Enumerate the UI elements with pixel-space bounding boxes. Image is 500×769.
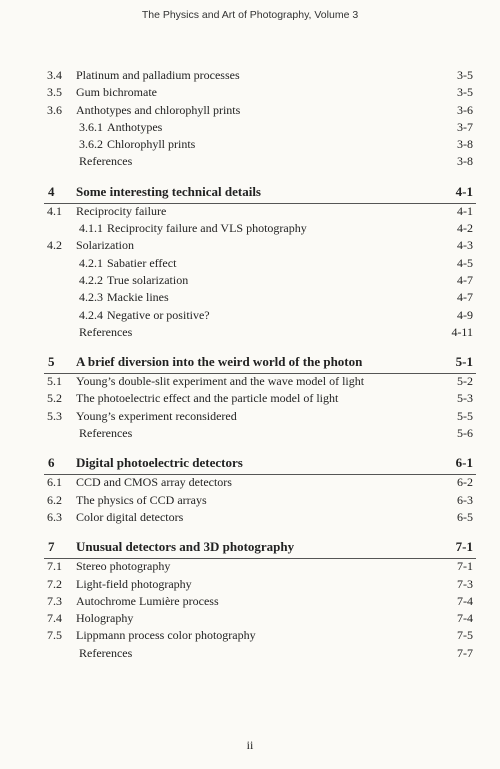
running-header: The Physics and Art of Photography, Volume 3 <box>141 9 359 21</box>
entry-page: 3-8 <box>457 154 473 169</box>
entry-page: 7-4 <box>457 611 473 626</box>
chapter-number: 7 <box>48 539 55 555</box>
entry-title: Negative or positive? <box>107 307 210 322</box>
entry-title: Solarization <box>76 238 134 253</box>
entry-page: 6-5 <box>457 509 473 524</box>
entry-number: 3.6.1 <box>79 119 103 134</box>
section-entry <box>0 474 500 491</box>
entry-title: Autochrome Lumière process <box>76 593 219 608</box>
entry-title: Light-field photography <box>76 576 192 591</box>
section-entry <box>0 408 500 425</box>
subsection-entry <box>0 220 500 237</box>
section-entry <box>0 509 500 526</box>
entry-number: 7.4 <box>47 611 62 626</box>
section-entry <box>0 390 500 407</box>
entry-page: 4-9 <box>457 307 473 322</box>
entry-title: References <box>79 324 133 339</box>
chapter-page: 4-1 <box>455 183 473 199</box>
entry-number: 3.6 <box>47 102 62 117</box>
entry-title: Reciprocity failure and VLS photography <box>107 221 307 236</box>
entry-number: 4.2.2 <box>79 272 103 287</box>
entry-title: Young’s experiment reconsidered <box>76 408 237 423</box>
entry-number: 3.6.2 <box>79 137 103 152</box>
entry-page: 7-5 <box>457 628 473 643</box>
entry-number: 7.1 <box>47 559 62 574</box>
entry-number: 3.4 <box>47 68 62 82</box>
entry-number: 6.1 <box>47 475 62 490</box>
entry-title: Holography <box>76 611 134 626</box>
chapter-title: Some interesting technical details <box>76 183 261 199</box>
entry-page: 4-2 <box>457 221 473 236</box>
entry-page: 6-2 <box>457 475 473 490</box>
references-entry <box>0 425 500 442</box>
chapter-page: 6-1 <box>455 455 473 471</box>
entry-number: 7.3 <box>47 593 62 608</box>
entry-page: 5-3 <box>457 391 473 406</box>
references-entry <box>0 324 500 341</box>
chapter-number: 4 <box>48 183 55 199</box>
chapter-heading <box>0 536 500 558</box>
chapter-heading <box>0 351 500 373</box>
section-entry <box>0 203 500 220</box>
entry-title: Stereo photography <box>76 559 171 574</box>
entry-title: Mackie lines <box>107 290 169 305</box>
entry-title: The photoelectric effect and the particle model of light <box>76 391 339 406</box>
entry-title: True solarization <box>107 272 189 287</box>
entry-number: 6.3 <box>47 509 62 524</box>
entry-title: Anthotypes and chlorophyll prints <box>76 102 241 117</box>
entry-title: The physics of CCD arrays <box>76 492 207 507</box>
entry-number: 4.2.3 <box>79 290 103 305</box>
entry-page: 7-3 <box>457 576 473 591</box>
subsection-entry <box>0 255 500 272</box>
entry-number: 4.2.1 <box>79 255 103 270</box>
entry-page: 5-2 <box>457 374 473 389</box>
entry-title: Anthotypes <box>107 119 163 134</box>
entry-page: 3-6 <box>457 102 473 117</box>
entry-title: References <box>79 645 133 660</box>
entry-page: 5-5 <box>457 408 473 423</box>
chapter-page: 7-1 <box>455 539 473 555</box>
entry-title: References <box>79 154 133 169</box>
entry-title: CCD and CMOS array detectors <box>76 475 232 490</box>
chapter-number: 6 <box>48 455 55 471</box>
chapter-page: 5-1 <box>455 354 473 370</box>
subsection-entry <box>0 272 500 289</box>
section-entry <box>0 593 500 610</box>
entry-number: 6.2 <box>47 492 62 507</box>
section-entry <box>0 84 500 101</box>
entry-number: 7.5 <box>47 628 62 643</box>
entry-number: 3.5 <box>47 85 62 100</box>
section-entry <box>0 627 500 644</box>
entry-number: 5.3 <box>47 408 62 423</box>
chapter-title: Unusual detectors and 3D photography <box>76 539 295 555</box>
entry-number: 5.2 <box>47 391 62 406</box>
entry-title: Lippmann process color photography <box>76 628 256 643</box>
entry-page: 7-7 <box>457 645 473 660</box>
entry-page: 3-5 <box>457 85 473 100</box>
section-entry <box>0 576 500 593</box>
entry-number: 4.1 <box>47 203 62 218</box>
entry-page: 6-3 <box>457 492 473 507</box>
entry-title: References <box>79 426 133 441</box>
page-number: ii <box>246 738 254 752</box>
entry-page: 4-11 <box>451 324 473 339</box>
section-entry <box>0 610 500 627</box>
section-entry <box>0 558 500 575</box>
entry-title: Sabatier effect <box>107 255 177 270</box>
entry-page: 4-7 <box>457 290 473 305</box>
table-of-contents <box>0 67 500 662</box>
entry-number: 4.1.1 <box>79 221 103 236</box>
entry-title: Reciprocity failure <box>76 203 167 218</box>
section-entry <box>0 237 500 254</box>
subsection-entry <box>0 119 500 136</box>
section-entry <box>0 102 500 119</box>
subsection-entry <box>0 307 500 324</box>
chapter-number: 5 <box>48 354 55 370</box>
entry-title: Chlorophyll prints <box>107 137 196 152</box>
entry-title: Platinum and palladium processes <box>76 68 240 82</box>
section-entry <box>0 67 500 84</box>
subsection-entry <box>0 136 500 153</box>
entry-title: Young’s double-slit experiment and the wave model of light <box>76 374 365 389</box>
entry-title: Color digital detectors <box>76 509 184 524</box>
entry-page: 7-1 <box>457 559 473 574</box>
entry-number: 4.2.4 <box>79 307 103 322</box>
chapter-title: A brief diversion into the weird world of the photon <box>76 354 363 370</box>
entry-page: 4-7 <box>457 272 473 287</box>
subsection-entry <box>0 289 500 306</box>
references-entry <box>0 153 500 170</box>
entry-page: 3-7 <box>457 119 473 134</box>
entry-page: 4-5 <box>457 255 473 270</box>
section-entry <box>0 492 500 509</box>
references-entry <box>0 645 500 662</box>
entry-number: 7.2 <box>47 576 62 591</box>
chapter-heading <box>0 181 500 203</box>
entry-title: Gum bichromate <box>76 85 157 100</box>
entry-page: 4-3 <box>457 238 473 253</box>
entry-page: 5-6 <box>457 426 473 441</box>
entry-number: 5.1 <box>47 374 62 389</box>
entry-page: 4-1 <box>457 203 473 218</box>
entry-page: 3-5 <box>457 68 473 82</box>
entry-number: 4.2 <box>47 238 62 253</box>
entry-page: 3-8 <box>457 137 473 152</box>
chapter-heading <box>0 452 500 474</box>
section-entry <box>0 373 500 390</box>
entry-page: 7-4 <box>457 593 473 608</box>
chapter-title: Digital photoelectric detectors <box>76 455 243 471</box>
